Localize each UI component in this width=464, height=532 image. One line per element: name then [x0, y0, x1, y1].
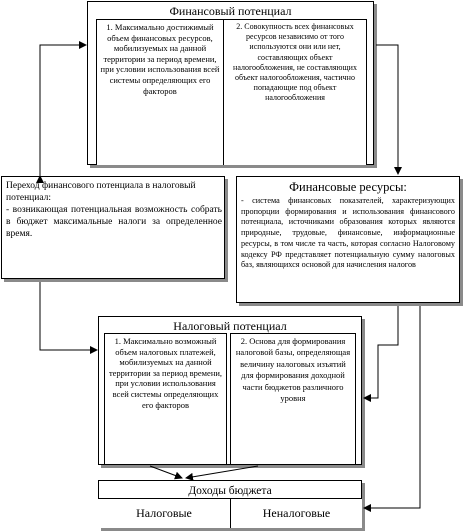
financial-potential-item2-box: [223, 19, 367, 165]
arrow-fp-to-resources: [376, 45, 398, 174]
tax-transition-line1: Переход финансового потенциала в налоговый потенциал:: [6, 181, 196, 203]
tax-potential-title: Налоговый потенциал: [173, 319, 287, 333]
financial-resources-title: Финансовые ресурсы:: [289, 180, 407, 194]
financial-potential-title: Финансовый потенциал: [169, 4, 292, 18]
arrow-transition-to-tax: [40, 282, 97, 350]
financial-potential-box: [87, 1, 374, 165]
financial-potential-item1: 1. Максимально достижимый объем финансовых ресурсов, мобилизуемых на данной территории за период времени, при условии использования всей системы определяющих его факторов: [100, 22, 220, 96]
tax-transition-line2: - возникающая потенциальная возможность собрать в бюджет максимальные налоги за определенное время.: [6, 205, 222, 239]
budget-income-nontax-box: [230, 498, 362, 528]
budget-income-title: Доходы бюджета: [188, 485, 272, 497]
budget-income-tax: Налоговые: [136, 506, 192, 520]
financial-resources-text: - система финансовых показателей, характеризующих пропорции формирования и использования финансового потенциала, источниками образования которых являются природные, трудовые, финансовые, информационные ресурсы, в том числе та часть, которая согласно Налоговому кодексу РФ представляет потенциальную сумму налоговых баз, являющихся основой для начисления налогов: [241, 196, 455, 270]
tax-potential-box: [98, 316, 362, 465]
arrow-fp-to-transition: [40, 45, 86, 176]
financial-potential-item2: 2. Совокупность всех финансовых ресурсов независимо от того используются они или нет, составляющих объект налогообложения, не составляющих объект налогообложения, частично попадающие под объект налогообложения: [233, 22, 357, 103]
financial-potential-item1-box: [96, 19, 224, 165]
arrow-resources-to-nontax: [364, 306, 420, 508]
tax-potential-item2-box: [230, 333, 356, 464]
arrow-resources-to-tax: [364, 306, 398, 398]
arrow-tax-to-budget-right: [186, 466, 258, 478]
tax-potential-item2: 2. Основа для формирования налоговой базы, определяющая величину налоговых изъятий для формирования доходной части бюджетов различного уровня: [235, 336, 351, 404]
tax-potential-item1: 1. Максимально возможный объем налоговых платежей, мобилизуемых на данной территории за период времени, при условии использования всей системы определяющих его факторов: [108, 336, 223, 410]
arrow-tax-to-budget-left: [150, 466, 182, 478]
budget-income-tax-box: [98, 498, 231, 528]
tax-potential-item1-box: [104, 333, 227, 464]
tax-transition-box: [1, 176, 225, 279]
financial-resources-box: [236, 176, 460, 303]
budget-income-box: [98, 480, 362, 528]
budget-income-nontax: Неналоговые: [262, 506, 331, 520]
